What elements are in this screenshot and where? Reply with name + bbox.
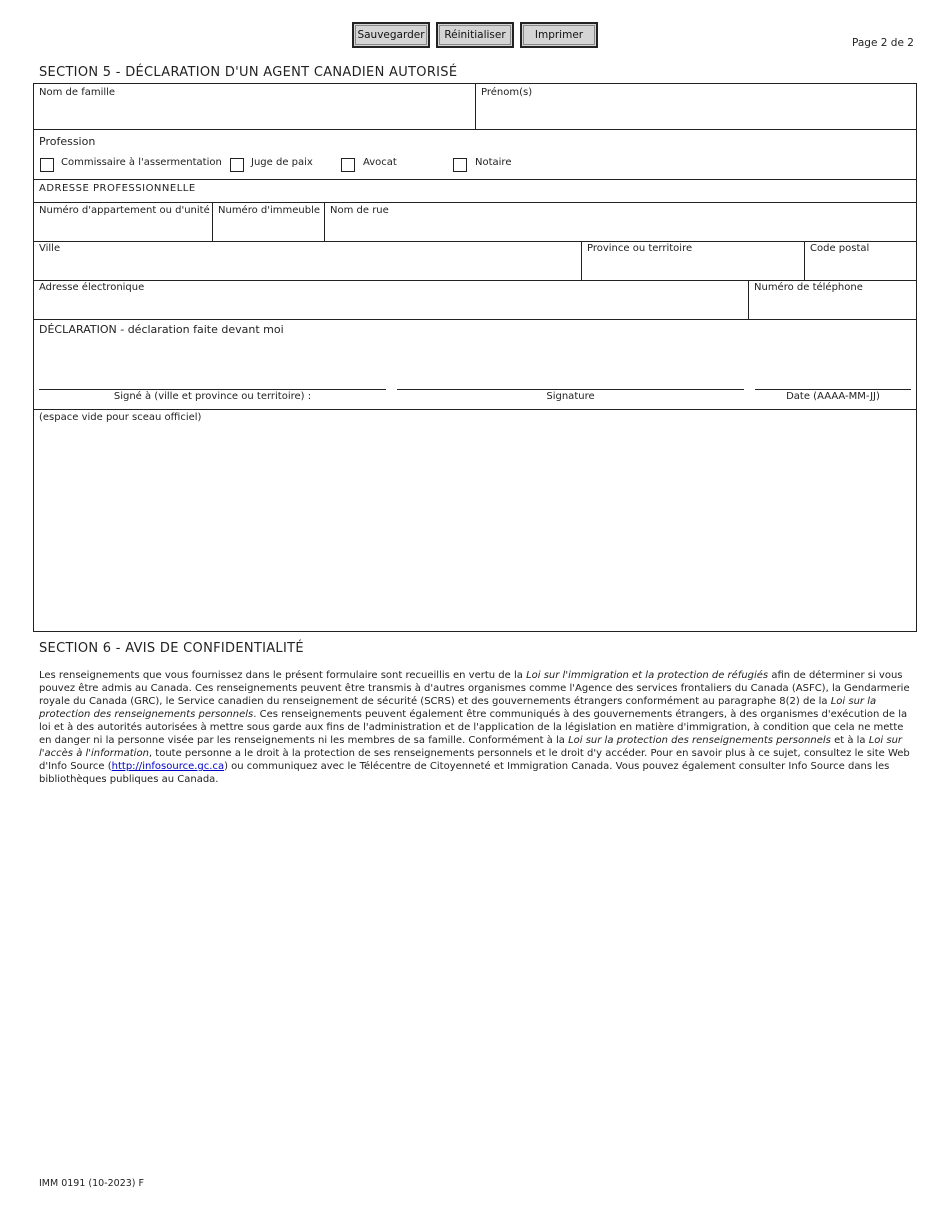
- date-label: Date (AAAA-MM-JJ): [786, 391, 880, 402]
- city-label: Ville: [39, 243, 61, 254]
- notice-text-6: ) ou communiquez avec le Télécentre de Citoyenneté et Immigration Canada. Vous pouvez également consulter Info Source dans les bibliothèques publiques au Canada.: [39, 761, 890, 785]
- family-name-label: Nom de famille: [39, 87, 116, 98]
- signed-at-line: [39, 389, 386, 390]
- province-input[interactable]: [582, 242, 804, 280]
- apt-input[interactable]: [34, 203, 212, 241]
- profession-label: Profession: [39, 135, 96, 148]
- commissioner-checkbox[interactable]: [40, 158, 54, 172]
- date-line: [755, 389, 911, 390]
- page-number: Page 2 de 2: [852, 37, 914, 49]
- signature-line: [397, 389, 744, 390]
- save-button[interactable]: Sauvegarder: [352, 22, 430, 48]
- law-irpa: Loi sur l'immigration et la protection de réfugiés: [526, 670, 769, 681]
- law-privacy-act-2: Loi sur la protection des renseignements personnels: [568, 735, 831, 746]
- form-code: IMM 0191 (10-2023) F: [39, 1178, 145, 1189]
- law-access-act: Loi sur l'accès à l'information: [39, 735, 903, 759]
- commissioner-label: Commissaire à l'assermentation: [61, 157, 222, 168]
- lawyer-label: Avocat: [363, 157, 397, 168]
- phone-input[interactable]: [749, 281, 916, 319]
- signed-at-input[interactable]: [39, 359, 386, 389]
- reset-button[interactable]: Réinitialiser: [436, 22, 514, 48]
- section6-title: SECTION 6 - AVIS DE CONFIDENTIALITÉ: [39, 641, 304, 656]
- province-label: Province ou territoire: [587, 243, 693, 254]
- law-privacy-act: Loi sur la protection des renseignements personnels: [39, 696, 877, 720]
- lawyer-checkbox[interactable]: [341, 158, 355, 172]
- declaration-form: [33, 83, 917, 632]
- street-name-input[interactable]: [325, 203, 916, 241]
- notice-text-2: afin de déterminer si vous pouvez être admis au Canada. Ces renseignements peuvent être transmis à d'autres organismes comme l'Agence des services frontaliers du Canada (ASFC), la Gendarmerie royale du Canada (GRC), le Service canadien du renseignement de sécurité (SCRS) et des gouvernements étrangers conformément au paragraphe 8(2) de la: [39, 670, 910, 707]
- notice-text-3: . Ces renseignements peuvent également être communiqués à des gouvernements étrangers, à des organismes d'exécution de la loi et à des autorités autorisées à mettre sous garde aux fins de l'administration et de l'application de la législation en matière d'immigration, à condition que cela ne mette en danger ni la personne visée par les renseignements ni les membres de sa famille. Conformément à la: [39, 709, 908, 746]
- declaration-subtitle: - déclaration faite devant moi: [116, 323, 284, 336]
- given-names-input[interactable]: [476, 84, 916, 129]
- notice-text-1: Les renseignements que vous fournissez dans le présent formulaire sont recueillis en vertu de la: [39, 670, 527, 681]
- section5-title: SECTION 5 - DÉCLARATION D'UN AGENT CANADIEN AUTORISÉ: [39, 65, 458, 80]
- apt-label: Numéro d'appartement ou d'unité: [39, 205, 210, 216]
- given-names-label: Prénom(s): [481, 87, 533, 98]
- postal-code-input[interactable]: [805, 242, 916, 280]
- notice-text-5: , toute personne a le droit à la protection de ses renseignements personnels et le droit d'y accéder. Pour en savoir plus à ce sujet, consultez le site Web d'Info Source (: [39, 748, 910, 772]
- address-header: ADRESSE PROFESSIONNELLE: [39, 183, 196, 194]
- signed-at-label: Signé à (ville et province ou territoire) :: [113, 391, 312, 402]
- signature-field[interactable]: [397, 359, 744, 389]
- signature-label: Signature: [546, 391, 595, 402]
- city-input[interactable]: [34, 242, 581, 280]
- declaration-title: [39, 323, 284, 336]
- print-button[interactable]: Imprimer: [520, 22, 598, 48]
- family-name-input[interactable]: [34, 84, 475, 129]
- justice-of-peace-checkbox[interactable]: [230, 158, 244, 172]
- notary-label: Notaire: [475, 157, 512, 168]
- declaration-heading: DÉCLARATION: [39, 323, 117, 336]
- date-input[interactable]: [755, 359, 911, 389]
- street-number-label: Numéro d'immeuble: [218, 205, 321, 216]
- seal-label: (espace vide pour sceau officiel): [39, 412, 202, 423]
- notary-checkbox[interactable]: [453, 158, 467, 172]
- privacy-notice: [39, 669, 911, 786]
- postal-code-label: Code postal: [810, 243, 870, 254]
- email-input[interactable]: [34, 281, 748, 319]
- street-name-label: Nom de rue: [330, 205, 389, 216]
- justice-of-peace-label: Juge de paix: [251, 157, 313, 168]
- infosource-link[interactable]: http://infosource.gc.ca: [111, 761, 225, 772]
- phone-label: Numéro de téléphone: [754, 282, 863, 293]
- street-number-input[interactable]: [213, 203, 324, 241]
- email-label: Adresse électronique: [39, 282, 145, 293]
- notice-text-4: et à la: [830, 735, 869, 746]
